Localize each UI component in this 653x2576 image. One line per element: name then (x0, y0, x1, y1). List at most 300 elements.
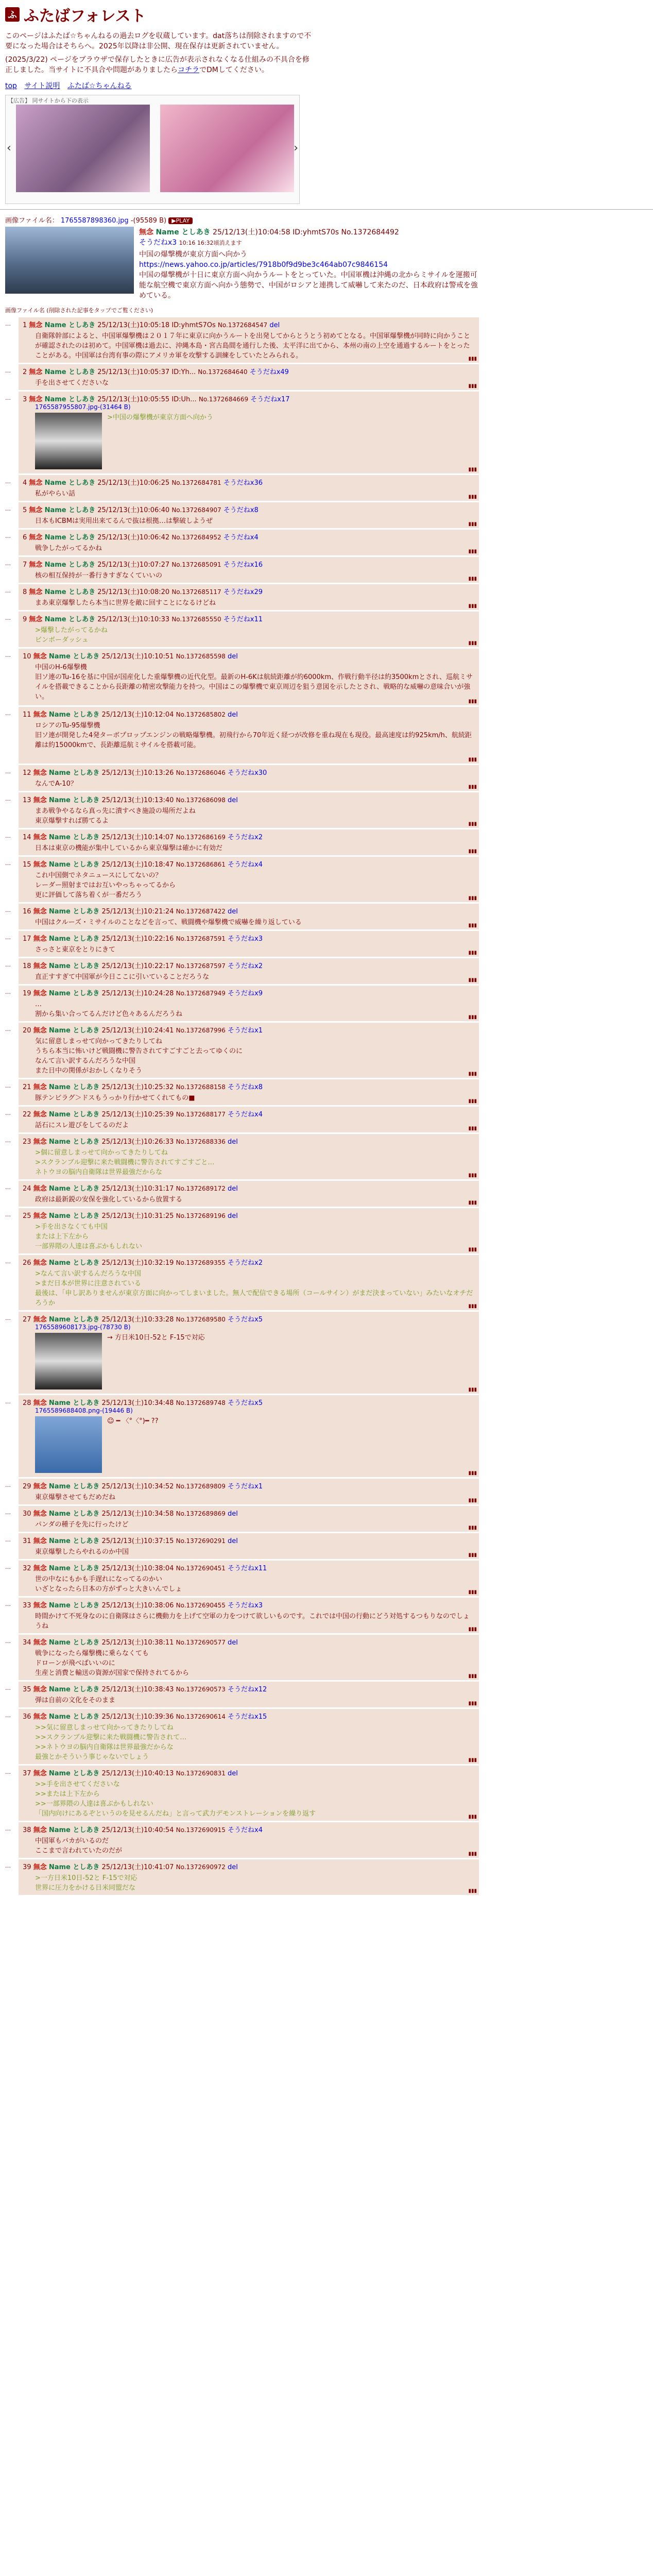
reply-message: 東京爆撃したらやれるのか中国 (35, 1548, 129, 1556)
reply-post (5, 530, 479, 555)
reply-marker: … (5, 1509, 11, 1516)
reply-image[interactable] (35, 1416, 102, 1473)
reply-sodane[interactable]: そうだねx2 (228, 962, 263, 970)
reply-sodane[interactable]: そうだねx4 (228, 861, 263, 869)
reply-date: 25/12/13(土)10:25:32 (101, 1083, 174, 1091)
reply-file-link[interactable]: 1765589608173.jpg-(78730 B) (35, 1324, 131, 1331)
reply-post (5, 1635, 479, 1680)
reply-name: Name としあき (48, 1510, 100, 1518)
reply-marker: … (5, 1482, 11, 1488)
reply-marker: … (5, 934, 11, 941)
reply-message: 政府は最新鋭の安保を強化しているから放置する (35, 1196, 183, 1204)
reply-sodane[interactable]: そうだねx36 (223, 479, 263, 487)
nav-top-link[interactable]: top (5, 82, 17, 90)
reply-sodane[interactable]: del (228, 1185, 238, 1193)
reply-date: 25/12/13(土)10:08:20 (97, 588, 170, 596)
reply-date: 25/12/13(土)10:26:33 (101, 1138, 174, 1146)
reply-post (5, 1181, 479, 1207)
reply-marker: … (5, 1184, 11, 1191)
reply-message: >一方日米10日-52と F-15で対応 世界に圧力をかける日米同盟だな (35, 1874, 138, 1892)
reply-message: 中国軍もバカがいるのだ ここまで言われていたのだが (35, 1837, 123, 1855)
reply-number[interactable]: No.1372684547 (217, 321, 268, 329)
reply-name: Name としあき (48, 769, 100, 777)
reply-box (19, 1709, 479, 1764)
reply-number[interactable]: No.1372684907 (171, 506, 221, 514)
reply-marker: … (5, 961, 11, 968)
reply-box (19, 649, 479, 705)
reply-number[interactable]: No.1372688336 (176, 1138, 226, 1145)
reply-message: 核の相互保持が一番行きすぎなくていいの (35, 572, 163, 580)
reply-post (5, 1506, 479, 1532)
ad-image[interactable] (160, 105, 294, 192)
reply-message: >>手を出させてくださいな >>または上下左から >>一部界隈の人達は喜ぶかもしれない 「国内向けにあるぞというのを見せるんだね」と言って武力デモンストレーションを繰り返す (35, 1781, 316, 1818)
op-line: 中国の爆撃機が十日に東京方面へ向かうルートをとっていた。中国軍機は沖縄の北からミサイルを運搬可能な航空機で東京方面へ向かう態勢で、中国がロシアと連携して威嚇して来たのだ、日本政府は警戒を強めている。 (139, 271, 478, 300)
reply-image[interactable] (35, 1333, 102, 1389)
reply-sodane[interactable]: そうだねx29 (223, 588, 263, 596)
reply-post (5, 1766, 479, 1821)
reply-box (19, 1208, 479, 1253)
reply-post (5, 857, 479, 902)
reply-box (19, 707, 479, 764)
reply-message: >>気に留意しまっせて向かってきたりしてね >>スクランブル迎撃に来た戦闘機に警告されて… >>ネトウヨの脳内自衛隊は世界最強だからな 最強とかそういう事じゃないでしょう (35, 1724, 187, 1761)
reply-date: 25/12/13(土)10:38:04 (101, 1565, 174, 1572)
reply-sodane[interactable]: del (228, 1537, 238, 1545)
reply-number[interactable]: No.1372690614 (176, 1713, 226, 1720)
reply-corner-mark: ▮▮▮ (468, 383, 477, 389)
reply-corner-mark: ▮▮▮ (468, 576, 477, 582)
reply-date: 25/12/13(土)10:13:40 (101, 796, 174, 804)
reply-title: 無念 (33, 653, 47, 660)
reply-box (19, 1023, 479, 1078)
reply-post (5, 1598, 479, 1633)
play-button[interactable]: ▶PLAY (168, 217, 193, 224)
nav-futaba-link[interactable]: ふたば☆ちゃんねる (67, 82, 132, 90)
reply-number[interactable]: No.1372685550 (171, 616, 221, 623)
reply-number[interactable]: No.1372690573 (176, 1686, 226, 1693)
reply-index: 2 (23, 368, 27, 376)
reply-title: 無念 (33, 1639, 47, 1647)
reply-post (5, 1561, 479, 1596)
reply-sodane[interactable]: del (228, 1138, 238, 1146)
reply-date: 25/12/13(土)10:25:39 (101, 1111, 174, 1118)
reply-image[interactable] (35, 413, 102, 469)
reply-number[interactable]: No.1372690972 (176, 1863, 226, 1871)
reply-number[interactable]: No.1372686861 (176, 861, 226, 868)
reply-corner-mark: ▮▮▮ (468, 784, 477, 790)
reply-message: 日本もICBMは実用出来てるんで抜は根拠…は撃破しようぜ (35, 517, 213, 525)
reply-sodane[interactable]: そうだねx12 (228, 1686, 267, 1693)
reply-number[interactable]: No.1372689196 (176, 1212, 226, 1219)
reply-sodane[interactable]: del (228, 908, 238, 916)
reply-number[interactable]: No.1372689748 (176, 1399, 226, 1406)
reply-message: >中国の爆撃機が東京方面へ向かう (107, 414, 213, 421)
reply-sodane[interactable]: そうだねx15 (228, 1713, 267, 1721)
reply-index: 30 (23, 1510, 31, 1518)
reply-message: 戦争したがってるかね (35, 545, 102, 552)
reply-post (5, 1395, 479, 1477)
reply-post (5, 1533, 479, 1559)
reply-post (5, 1822, 479, 1858)
reply-corner-mark: ▮▮▮ (468, 1814, 477, 1820)
reply-corner-mark: ▮▮▮ (468, 1626, 477, 1632)
reply-title: 無念 (33, 834, 47, 841)
reply-date: 25/12/13(土)10:07:27 (97, 561, 170, 569)
reply-corner-mark: ▮▮▮ (468, 467, 477, 472)
reply-corner-mark: ▮▮▮ (468, 699, 477, 704)
reply-sodane[interactable]: そうだねx17 (250, 396, 290, 403)
reply-name: Name としあき (44, 561, 96, 569)
reply-marker: … (5, 907, 11, 913)
reply-message: 時間かけて不死身なのに自衛隊はさらに機動力を上げて空軍の力をつけて欲しいものです。これでは中国の行動にどう対処するつもりなのでしょうね (35, 1613, 470, 1630)
reply-date: 25/12/13(土)10:31:25 (101, 1212, 174, 1220)
reply-sodane[interactable]: そうだねx8 (223, 506, 259, 514)
reply-title: 無念 (33, 1027, 47, 1035)
reply-name: Name としあき (44, 534, 96, 541)
prev-arrow-icon[interactable]: ‹ (7, 142, 11, 155)
reply-sodane[interactable]: そうだねx4 (228, 1111, 263, 1118)
reply-title: 無念 (33, 1713, 47, 1721)
reply-message: >なんて言い訳するんだろうな中国 >まだ日本が世界に注意されている 最後は、「申し訳ありませんが東京方面に向かってしまいました。無人で配信できる場所（コールサイン）がまだ決まっていない」みたいなオチだろうか (35, 1270, 473, 1307)
reply-number[interactable]: No.1372685117 (171, 588, 221, 596)
reply-index: 29 (23, 1483, 31, 1490)
reply-box (19, 364, 479, 390)
reply-name: Name としあき (48, 990, 100, 997)
notice-text-3: でDMしてください。 (199, 66, 269, 74)
reply-marker: … (5, 1398, 11, 1405)
reply-box (19, 557, 479, 583)
reply-marker: … (5, 395, 11, 401)
reply-name: Name としあき (48, 796, 100, 804)
reply-sodane[interactable]: del (269, 321, 280, 329)
reply-title: 無念 (33, 769, 47, 777)
reply-date: 25/12/13(土)10:06:42 (97, 534, 170, 541)
reply-message: ☺ ━ 〈°〈°)━ ?? (107, 1417, 159, 1425)
logo-icon: ふ (5, 7, 20, 22)
reply-name: Name としあき (48, 834, 100, 841)
reply-sodane[interactable]: そうだねx2 (228, 834, 263, 841)
reply-corner-mark: ▮▮▮ (468, 356, 477, 362)
reply-number[interactable]: No.1372686098 (176, 796, 226, 804)
reply-title: 無念 (33, 1826, 47, 1834)
reply-index: 15 (23, 861, 31, 869)
reply-index: 39 (23, 1863, 31, 1871)
reply-sodane[interactable]: そうだねx4 (228, 1826, 263, 1834)
reply-corner-mark: ▮▮▮ (468, 1701, 477, 1706)
reply-message: まあ戦争やるなら真っ先に潰すべき施設の場所だよね 東京爆撃すれば勝てるよ (35, 807, 196, 825)
reply-name: Name としあき (48, 1111, 100, 1118)
op-date: 25/12/13(土)10:04:58 ID:yhmtS70s No.1372684492 (213, 228, 399, 236)
reply-sodane[interactable]: del (228, 1510, 238, 1518)
reply-date: 25/12/13(土)10:34:52 (101, 1483, 174, 1490)
ad-carousel[interactable] (5, 95, 300, 204)
reply-number[interactable]: No.1372688177 (176, 1111, 226, 1118)
reply-sodane[interactable]: del (228, 1639, 238, 1647)
reply-title: 無念 (33, 1259, 47, 1267)
reply-date: 25/12/13(土)10:24:28 (101, 990, 174, 997)
reply-index: 22 (23, 1111, 31, 1118)
reply-number[interactable]: No.1372690451 (176, 1565, 226, 1572)
reply-corner-mark: ▮▮▮ (468, 1470, 477, 1476)
reply-sodane[interactable]: そうだねx9 (228, 990, 263, 997)
reply-sodane[interactable]: そうだねx3 (228, 1602, 263, 1609)
reply-index: 27 (23, 1316, 31, 1324)
reply-post (5, 1107, 479, 1132)
reply-index: 8 (23, 588, 27, 596)
reply-title: 無念 (29, 479, 43, 487)
notice-text-2: (2025/3/22) ページをブラウザで保存したときに広告が表示されなくなる仕組みの不具合を修正しました。当サイトに不具合や問題がありましたら (5, 56, 310, 74)
reply-number[interactable]: No.1372687597 (176, 962, 226, 970)
reply-file-link[interactable]: 1765589688408.png-(19446 B) (35, 1407, 133, 1414)
site-notice (5, 31, 314, 75)
reply-index: 35 (23, 1686, 31, 1693)
reply-marker: … (5, 587, 11, 594)
reply-index: 19 (23, 990, 31, 997)
ad-image[interactable] (16, 105, 150, 192)
reply-sodane[interactable]: そうだねx3 (228, 935, 263, 943)
reply-marker: … (5, 1110, 11, 1116)
op-expiry: 10:16 16:32頃消えます (179, 240, 242, 246)
reply-post (5, 707, 479, 764)
reply-date: 25/12/13(土)10:41:07 (101, 1863, 174, 1871)
reply-marker: … (5, 652, 11, 658)
reply-message: パンダの種子を先に行ったけど (35, 1521, 129, 1529)
reply-name: Name としあき (48, 1399, 100, 1407)
reply-post (5, 584, 479, 610)
reply-box (19, 1766, 479, 1821)
reply-index: 21 (23, 1083, 31, 1091)
reply-number[interactable]: No.1372684640 (198, 368, 248, 376)
reply-post (5, 1709, 479, 1764)
reply-box (19, 1506, 479, 1532)
reply-corner-mark: ▮▮▮ (468, 1673, 477, 1679)
reply-file-link[interactable]: 1765587955807.jpg-(31464 B) (35, 403, 131, 411)
reply-sodane[interactable]: del (228, 1863, 238, 1871)
reply-box (19, 1395, 479, 1477)
reply-message: … 割から集い合ってるんだけど色々あるんだろうね (35, 1001, 183, 1018)
reply-marker: … (5, 1564, 11, 1570)
reply-marker: … (5, 795, 11, 802)
reply-number[interactable]: No.1372687996 (176, 1027, 226, 1034)
reply-number[interactable]: No.1372687591 (176, 935, 226, 942)
next-arrow-icon[interactable]: › (294, 142, 298, 155)
reply-box (19, 1181, 479, 1207)
nav-about-link[interactable]: サイト説明 (24, 82, 60, 90)
reply-marker: … (5, 1601, 11, 1607)
reply-box (19, 986, 479, 1021)
reply-index: 37 (23, 1770, 31, 1777)
reply-corner-mark: ▮▮▮ (468, 849, 477, 854)
reply-post (5, 1479, 479, 1504)
reply-number[interactable]: No.1372687422 (176, 908, 226, 915)
reply-sodane[interactable]: そうだねx30 (228, 769, 267, 777)
reply-index: 4 (23, 479, 27, 487)
reply-title: 無念 (29, 396, 43, 403)
reply-title: 無念 (33, 1111, 47, 1118)
reply-number[interactable]: No.1372684952 (171, 534, 221, 541)
reply-sodane[interactable]: del (228, 711, 238, 719)
reply-box (19, 765, 479, 791)
reply-number[interactable]: No.1372689172 (176, 1185, 226, 1192)
reply-corner-mark: ▮▮▮ (468, 1014, 477, 1020)
reply-corner-mark: ▮▮▮ (468, 1757, 477, 1763)
reply-date: 25/12/13(土)10:13:26 (101, 769, 174, 777)
reply-marker: … (5, 1536, 11, 1543)
reply-title: 無念 (33, 1510, 47, 1518)
reply-sodane[interactable]: そうだねx4 (223, 534, 259, 541)
reply-date: 25/12/13(土)10:22:16 (101, 935, 174, 943)
reply-number[interactable]: No.1372690291 (176, 1537, 226, 1545)
reply-sodane[interactable]: そうだねx2 (228, 1259, 263, 1267)
reply-name: Name としあき (48, 1565, 100, 1572)
reply-number[interactable]: No.1372685802 (176, 711, 226, 718)
op-title: 無念 (139, 228, 153, 236)
reply-marker: … (5, 860, 11, 867)
reply-corner-mark: ▮▮▮ (468, 1498, 477, 1503)
reply-name: Name としあき (48, 1483, 100, 1490)
reply-marker: … (5, 478, 11, 485)
reply-date: 25/12/13(土)10:12:04 (101, 711, 174, 719)
reply-corner-mark: ▮▮▮ (468, 923, 477, 928)
reply-box (19, 958, 479, 984)
reply-post (5, 958, 479, 984)
reply-sodane[interactable]: そうだねx11 (223, 616, 263, 623)
reply-number[interactable]: No.1372689869 (176, 1510, 226, 1517)
reply-number[interactable]: No.1372684669 (198, 396, 249, 403)
reply-box (19, 1598, 479, 1633)
reply-box (19, 857, 479, 902)
reply-title: 無念 (33, 1686, 47, 1693)
reply-corner-mark: ▮▮▮ (468, 521, 477, 527)
reply-marker: … (5, 1862, 11, 1869)
reply-sodane[interactable]: そうだねx1 (228, 1483, 263, 1490)
reply-title: 無念 (33, 1565, 47, 1572)
reply-sodane[interactable]: そうだねx5 (228, 1316, 263, 1324)
contact-link[interactable]: コチラ (178, 66, 200, 74)
reply-index: 26 (23, 1259, 31, 1267)
reply-index: 17 (23, 935, 31, 943)
reply-message: >個に留意しまっせて向かってきたりしてね >スクランブル迎撃に来た戦闘機に警告されてすごすごと… ネトウヨの脳内自衛隊は世界最強だからな (35, 1149, 215, 1176)
reply-title: 無念 (33, 711, 47, 719)
reply-corner-mark: ▮▮▮ (468, 640, 477, 646)
site-logo[interactable] (5, 3, 648, 26)
reply-name: Name としあき (48, 1027, 100, 1035)
reply-name: Name としあき (48, 711, 100, 719)
reply-name: Name としあき (48, 1316, 100, 1324)
reply-date: 25/12/13(土)10:14:07 (101, 834, 174, 841)
divider (0, 209, 653, 210)
reply-number[interactable]: No.1372690455 (176, 1602, 226, 1609)
reply-sodane[interactable]: そうだねx49 (249, 368, 289, 376)
reply-date: 25/12/13(土)10:21:24 (101, 908, 174, 916)
reply-number[interactable]: No.1372685598 (176, 653, 226, 660)
op-file-link[interactable]: 1765587898360.jpg (60, 217, 129, 225)
op-thumbnail[interactable] (5, 227, 134, 294)
reply-name: Name としあき (48, 1863, 100, 1871)
reply-name: Name としあき (48, 653, 100, 660)
reply-sodane[interactable]: そうだねx5 (228, 1399, 263, 1407)
reply-number[interactable]: No.1372688158 (176, 1083, 226, 1091)
reply-post (5, 392, 479, 473)
reply-sodane[interactable]: del (228, 1212, 238, 1220)
reply-corner-mark: ▮▮▮ (468, 1888, 477, 1894)
reply-date: 25/12/13(土)10:38:43 (101, 1686, 174, 1693)
reply-post (5, 1134, 479, 1179)
reply-title: 無念 (33, 990, 47, 997)
reply-box (19, 1533, 479, 1559)
reply-index: 13 (23, 796, 31, 804)
reply-name: Name としあき (48, 962, 100, 970)
reply-marker: … (5, 1315, 11, 1321)
reply-title: 無念 (29, 321, 43, 329)
reply-title: 無念 (33, 1185, 47, 1193)
reply-date: 25/12/13(土)10:18:47 (101, 861, 174, 869)
reply-marker: … (5, 1082, 11, 1089)
reply-sodane[interactable]: del (228, 796, 238, 804)
reply-number[interactable]: No.1372686046 (176, 769, 226, 776)
reply-number[interactable]: No.1372689355 (176, 1259, 226, 1266)
reply-index: 23 (23, 1138, 31, 1146)
reply-name: Name としあき (44, 368, 96, 376)
reply-number[interactable]: No.1372690577 (176, 1639, 226, 1646)
reply-date: 25/12/13(土)10:06:40 (97, 506, 170, 514)
op-url-link[interactable]: https://news.yahoo.co.jp/articles/7918b0f9d9be3c464ab07c9846154 (139, 261, 388, 269)
reply-corner-mark: ▮▮▮ (468, 1071, 477, 1077)
reply-name: Name としあき (48, 935, 100, 943)
reply-box (19, 1822, 479, 1858)
reply-name: Name としあき (44, 616, 96, 623)
reply-marker: … (5, 367, 11, 374)
reply-box (19, 931, 479, 957)
reply-number[interactable]: No.1372690831 (176, 1770, 226, 1777)
reply-post (5, 765, 479, 791)
reply-number[interactable]: No.1372684781 (171, 479, 221, 486)
reply-date: 25/12/13(土)10:33:28 (101, 1316, 174, 1324)
reply-number[interactable]: No.1372685091 (171, 561, 221, 568)
reply-number[interactable]: No.1372687949 (176, 990, 226, 997)
reply-sodane[interactable]: そうだねx16 (223, 561, 263, 569)
reply-number[interactable]: No.1372689580 (176, 1316, 226, 1323)
reply-title: 無念 (33, 962, 47, 970)
reply-sodane[interactable]: そうだねx8 (228, 1083, 263, 1091)
reply-message: 直正すすぎて中国軍が今日ここに引いていることだろうな (35, 973, 210, 981)
reply-sodane[interactable]: del (228, 653, 238, 660)
reply-corner-mark: ▮▮▮ (468, 1173, 477, 1178)
reply-sodane[interactable]: そうだねx11 (228, 1565, 267, 1572)
reply-box (19, 392, 479, 473)
reply-message: さっさと東京をとりにきて (35, 946, 116, 954)
top-nav (5, 80, 648, 91)
op-file-info (5, 215, 479, 225)
reply-name: Name としあき (48, 1713, 100, 1721)
op-sodane[interactable]: そうだねx3 (139, 239, 177, 247)
reply-number[interactable]: No.1372686169 (176, 834, 226, 841)
reply-title: 無念 (33, 1770, 47, 1777)
reply-post (5, 364, 479, 390)
reply-sodane[interactable]: del (228, 1770, 238, 1777)
reply-sodane[interactable]: そうだねx1 (228, 1027, 263, 1035)
reply-title: 無念 (33, 1602, 47, 1609)
reply-marker: … (5, 1137, 11, 1144)
reply-number[interactable]: No.1372689809 (176, 1483, 226, 1490)
reply-number[interactable]: No.1372690915 (176, 1826, 226, 1834)
ad-label: 【広告】 同サイトから下の表示 (8, 97, 89, 104)
op-file-meta: -(95589 B) (130, 217, 167, 225)
reply-date: 25/12/13(土)10:38:11 (101, 1639, 174, 1647)
reply-message: ロシアのTu-95爆撃機 旧ソ連が開発した4発ターボプロップエンジンの戦略爆撃機。初飛行から70年近く経つが改修を重ね現在も現役。最高速度は約925km/h、航続距離は約15000kmで、長距離巡航ミサイルを搭載可能。 (35, 722, 472, 749)
reply-post (5, 904, 479, 929)
reply-box (19, 904, 479, 929)
reply-title: 無念 (33, 1537, 47, 1545)
